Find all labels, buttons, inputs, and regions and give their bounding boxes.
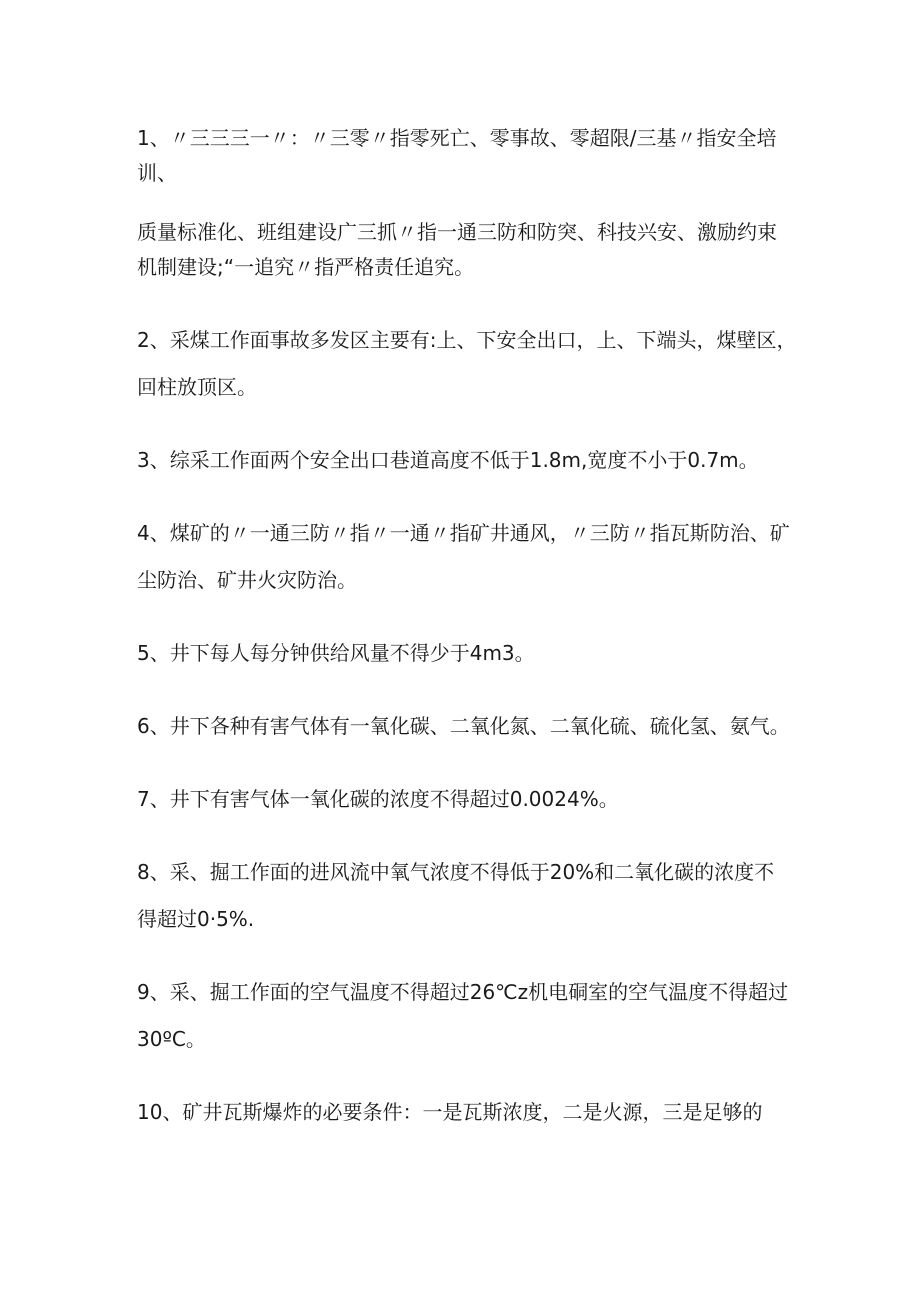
item-2-line-1: 2、采煤工作面事故多发区主要有:上、下安全出口，上、下端头，煤壁区，	[137, 328, 797, 352]
item-5-line-1: 5、井下每人每分钟供给风量不得少于4m3。	[137, 641, 535, 665]
item-1-line-3: 质量标准化、班组建设广三抓〃指一通三防和防突、科技兴安、激励约束	[137, 220, 777, 244]
item-1-line-1: 1、〃三三三一〃：〃三零〃指零死亡、零事故、零超限/三基〃指安全培	[137, 126, 777, 150]
item-8-line-1: 8、采、掘工作面的进风流中氧气浓度不得低于20%和二氧化碳的浓度不	[137, 860, 775, 884]
item-3-line-1: 3、综采工作面两个安全出口巷道高度不低于1.8m,宽度不小于0.7m。	[137, 448, 759, 472]
item-4-line-2: 尘防治、矿井火灾防治。	[137, 568, 357, 592]
item-1-line-2: 训、	[137, 161, 177, 185]
item-4-line-1: 4、煤矿的〃一通三防〃指〃一通〃指矿井通风，〃三防〃指瓦斯防治、矿	[137, 521, 790, 545]
item-6-line-1: 6、井下各种有害气体有一氧化碳、二氧化氮、二氧化硫、硫化氢、氨气。	[137, 714, 790, 738]
item-7-line-1: 7、井下有害气体一氧化碳的浓度不得超过0.0024%。	[137, 787, 619, 811]
item-10-line-1: 10、矿井瓦斯爆炸的必要条件：一是瓦斯浓度，二是火源，三是足够的	[137, 1100, 763, 1124]
item-9-line-2: 30ºC。	[137, 1027, 206, 1051]
item-1-line-4: 机制建设;“一追究〃指严格责任追究。	[137, 255, 475, 279]
item-9-line-1: 9、采、掘工作面的空气温度不得超过26℃z机电硐室的空气温度不得超过	[137, 980, 789, 1004]
item-8-line-2: 得超过0·5%.	[137, 907, 255, 931]
item-2-line-2: 回柱放顶区。	[137, 375, 257, 399]
